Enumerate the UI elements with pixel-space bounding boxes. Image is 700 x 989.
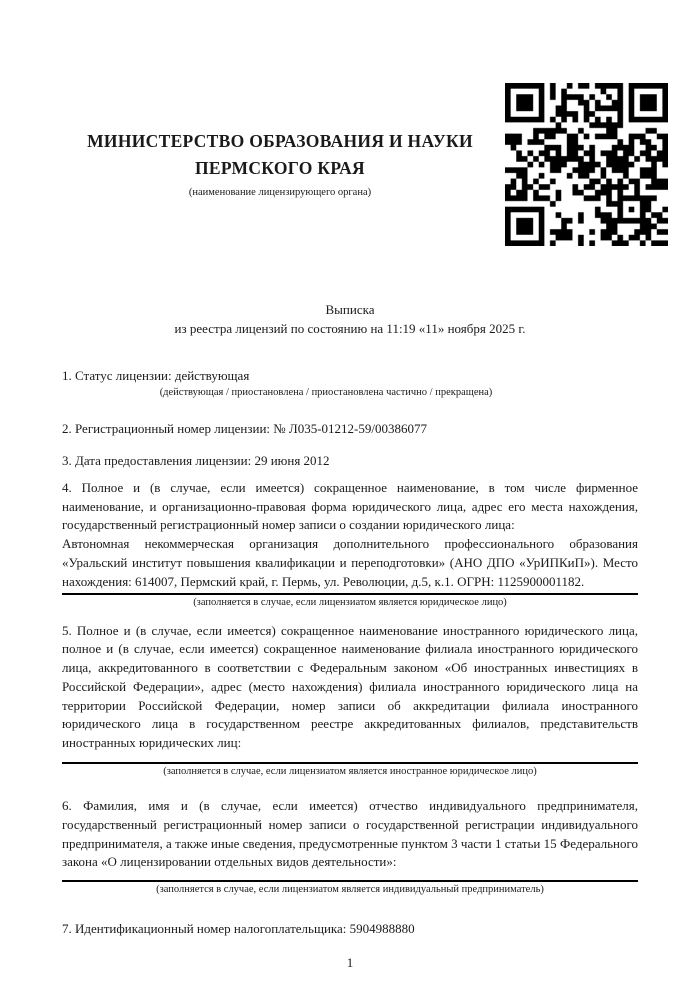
registration-number-line: 2. Регистрационный номер лицензии: № Л035-01212-59/00386077 [62,420,428,436]
legal-entity-intro: 4. Полное и (в случае, если имеется) сокращенное наименование, в том числе фирменное наименование, и организационно-правовая форма юридического лица, адрес его места нахождения, государственный регистрационный номер записи о создании юридического лица: [62,480,638,533]
grant-date-line: 3. Дата предоставления лицензии: 29 июня 2012 [62,453,330,469]
document-title-line1: Выписка [325,302,375,317]
foreign-entity-underline [62,762,638,764]
legal-entity-underline [62,593,638,595]
qr-code [505,83,668,246]
license-status-line: 1. Статус лицензии: действующая [62,368,250,384]
document-body [62,301,638,973]
license-status-caption: (действующая / приостановлена / приостановлена частично / прекращена) [159,387,493,399]
document-title [62,301,638,338]
entrepreneur-intro: 6. Фамилия, имя и (в случае, если имеется) отчество индивидуального предпринимателя, государственный регистрационный номер записи о государственной регистрации индивидуального предпринимателя, а также иные сведения, предусмотренные пунктом 3 части 1 статьи 15 Федерального закона «О лицензировании отдельных видов деятельности»: [62,798,638,870]
document-title-line2: из реестра лицензий по состоянию на 11:19 «11» ноября 2025 г. [174,320,526,336]
legal-entity-caption: (заполняется в случае, если лицензиатом является юридическое лицо) [193,597,507,609]
ministry-name-line1: МИНИСТЕРСТВО ОБРАЗОВАНИЯ И НАУКИ [87,131,473,151]
entrepreneur-underline [62,880,638,882]
foreign-entity-caption: (заполняется в случае, если лицензиатом является иностранное юридическое лицо) [163,765,537,777]
page-number: 1 [346,955,354,971]
ministry-name-line2: ПЕРМСКОГО КРАЯ [195,158,365,178]
entrepreneur-caption: (заполняется в случае, если лицензиатом является индивидуальный предприниматель) [156,883,544,895]
legal-entity-value: Автономная некоммерческая организация дополнительного профессионального образования «Уральский институт повышения квалификации и переподготовки» (АНО ДПО «УрИПКиП»). Место нахождения: 614007, Пермский край, г. Пермь, ул. Революции, д.5, к.1. ОГРН: 1125900001182. [62,536,638,589]
foreign-entity-intro: 5. Полное и (в случае, если имеется) сокращенное наименование иностранного юридического лица, полное и (в случае, если имеется) сокращенное наименование филиала иностранного юридического лица, аккредитованного в соответствии с Федеральным законом «Об иностранных инвестициях в Российской Федерации», адрес (место нахождения) филиала иностранного юридического лица на территории Российской Федерации, номер записи об аккредитации филиала иностранного юридического лица в государственном реестре аккредитованных филиалов, представительств иностранных юридических лиц: [62,622,638,750]
licensing-authority-caption: (наименование лицензирующего органа) [188,187,372,198]
licensing-authority-header [40,128,520,200]
taxpayer-id-line: 7. Идентификационный номер налогоплательщика: 5904988880 [62,921,415,937]
